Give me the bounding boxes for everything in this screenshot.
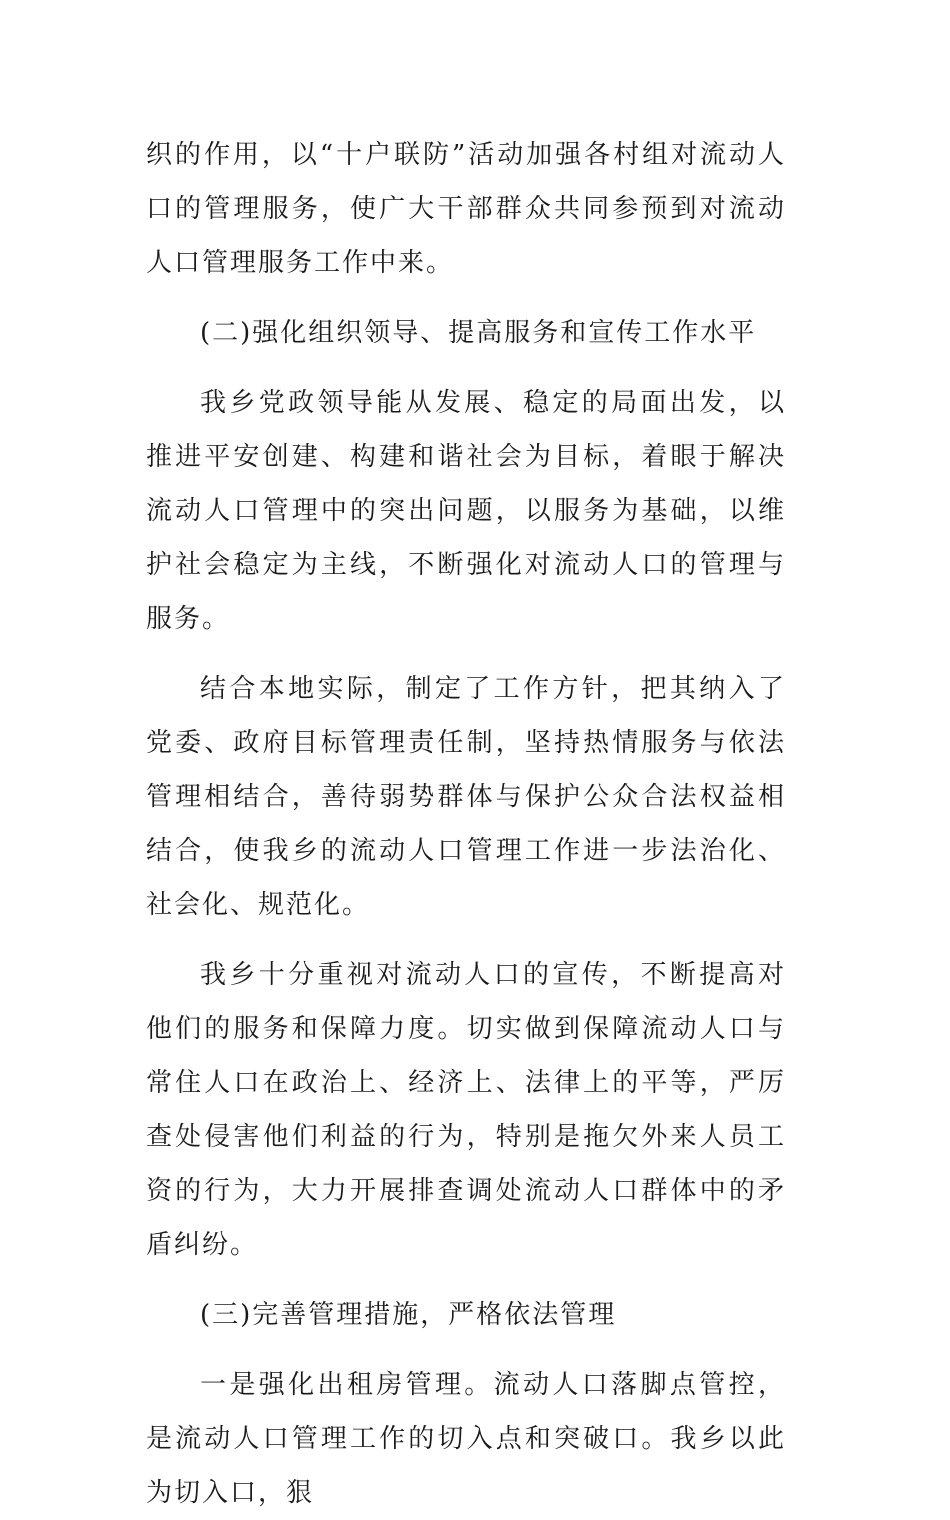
paragraph-publicity: 我乡十分重视对流动人口的宣传，不断提高对他们的服务和保障力度。切实做到保障流动人口与常住人口在政治上、经济上、法律上的平等，严厉查处侵害他们利益的行为，特别是拖欠外来人员工资的行为，大力开展排查调处流动人口群体中的矛盾纠纷。 — [146, 960, 786, 1260]
document-body — [146, 128, 786, 1520]
section-heading-3: (三)完善管理措施，严格依法管理 — [200, 1300, 617, 1330]
paragraph-rental-management: 一是强化出租房管理。流动人口落脚点管控，是流动人口管理工作的切入点和突破口。我乡以此为切入口，狠 — [146, 1370, 786, 1508]
section-heading-2: (二)强化组织领导、提高服务和宣传工作水平 — [200, 318, 757, 348]
paragraph-policy: 结合本地实际，制定了工作方针，把其纳入了党委、政府目标管理责任制，坚持热情服务与依法管理相结合，善待弱势群体与保护公众合法权益相结合，使我乡的流动人口管理工作进一步法治化、社会化、规范化。 — [146, 674, 786, 920]
paragraph-leadership: 我乡党政领导能从发展、稳定的局面出发，以推进平安创建、构建和谐社会为目标，着眼于解决流动人口管理中的突出问题，以服务为基础，以维护社会稳定为主线，不断强化对流动人口的管理与服务。 — [146, 388, 786, 634]
paragraph-continuation: 织的作用，以“十户联防”活动加强各村组对流动人口的管理服务，使广大干部群众共同参预到对流动人口管理服务工作中来。 — [146, 140, 786, 278]
